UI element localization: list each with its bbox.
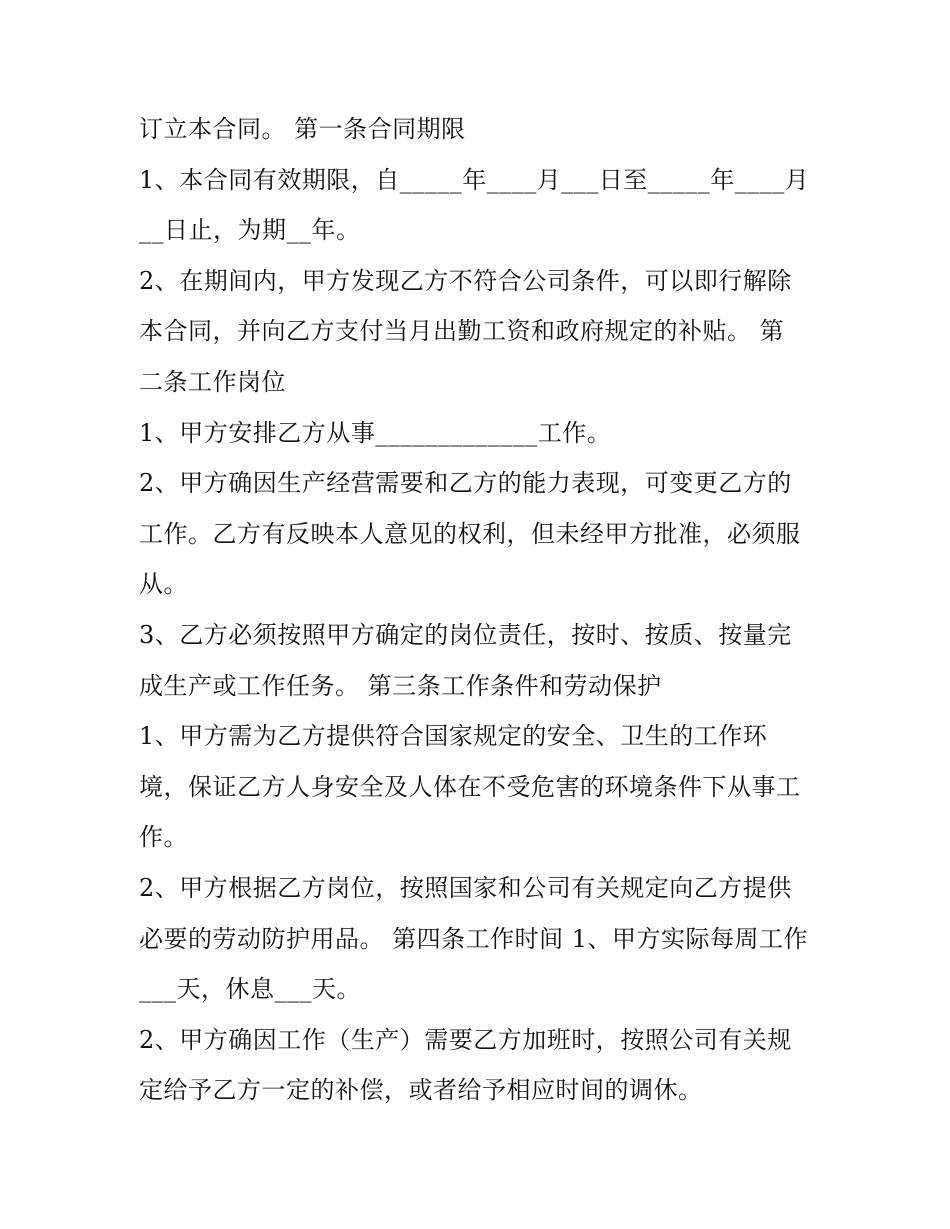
text-line: 本合同，并向乙方支付当月出勤工资和政府规定的补贴。 第: [139, 317, 785, 346]
text-line: 作。: [139, 823, 188, 852]
text-line: 定给予乙方一定的补偿，或者给予相应时间的调休。: [139, 1076, 703, 1105]
text-line: 2、甲方确因工作（生产）需要乙方加班时，按照公司有关规: [139, 1025, 792, 1054]
text-line: 2、在期间内，甲方发现乙方不符合公司条件，可以即行解除: [139, 266, 792, 295]
text-line: 1、本合同有效期限，自_____年____月___日至_____年____月: [139, 165, 810, 194]
text-line: __日止，为期__年。: [139, 216, 361, 245]
text-line: 1、甲方安排乙方从事_____________工作。: [139, 418, 612, 447]
text-line: 2、甲方确因生产经营需要和乙方的能力表现，可变更乙方的: [139, 469, 792, 498]
contract-text: [139, 104, 829, 1116]
text-line: 3、乙方必须按照甲方确定的岗位责任，按时、按质、按量完: [139, 620, 792, 649]
text-line: 境，保证乙方人身安全及人体在不受危害的环境条件下从事工: [139, 772, 801, 801]
text-line: 必要的劳动防护用品。 第四条工作时间 1、甲方实际每周工作: [139, 924, 809, 953]
text-line: ___天，休息___天。: [139, 975, 361, 1004]
text-line: 二条工作岗位: [139, 367, 286, 396]
text-line: 1、甲方需为乙方提供符合国家规定的安全、卫生的工作环: [139, 722, 768, 751]
text-line: 成生产或工作任务。 第三条工作条件和劳动保护: [139, 671, 662, 700]
text-line: 从。: [139, 570, 188, 599]
text-line: 工作。乙方有反映本人意见的权利，但未经甲方批准，必须服: [139, 519, 801, 548]
text-line: 2、甲方根据乙方岗位，按照国家和公司有关规定向乙方提供: [139, 873, 792, 902]
text-line: 订立本合同。 第一条合同期限: [139, 115, 466, 143]
